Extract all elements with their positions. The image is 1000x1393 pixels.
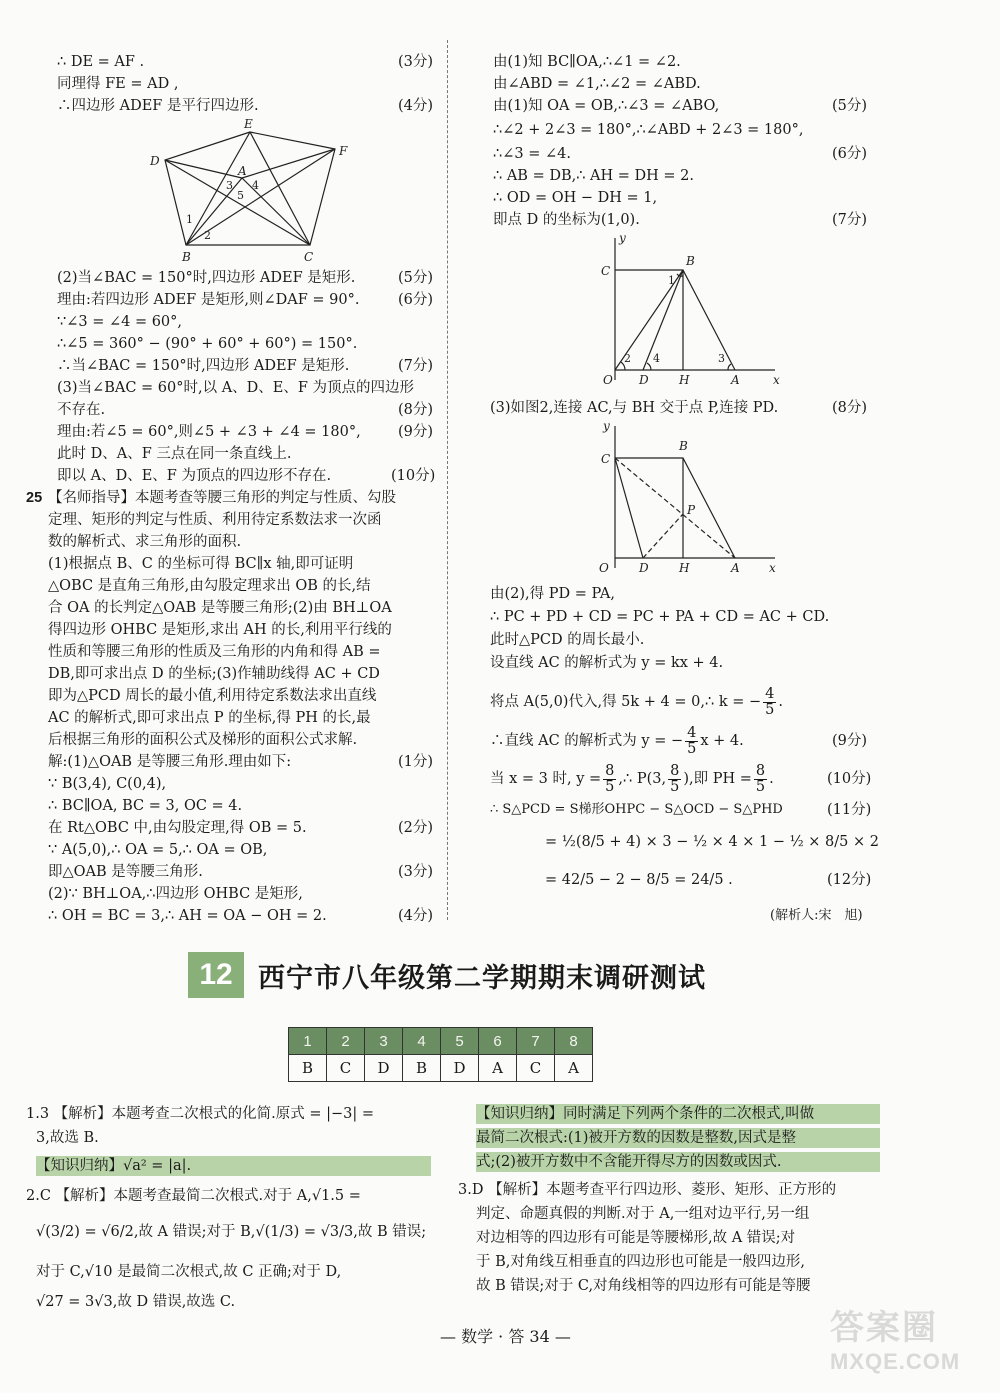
score-mark: (3分): [398, 54, 434, 70]
text-line: 不存在.: [57, 402, 106, 418]
label: C: [601, 264, 611, 278]
label: 2: [204, 229, 211, 242]
text-line: 即△OAB 是等腰三角形.: [48, 864, 203, 880]
label: A: [238, 164, 247, 178]
text-line: 即点 D 的坐标为(1,0).: [493, 212, 640, 228]
answer-table: [288, 1027, 593, 1082]
knowledge-summary: 【知识归纳】√a² = |a|.: [36, 1156, 431, 1176]
text-line: 此时 D、A、F 三点在同一条直线上.: [57, 446, 292, 462]
text-line: ∵ B(3,4), C(0,4),: [48, 776, 167, 792]
label: 4: [252, 179, 259, 192]
text-line: 性质和等腰三角形的性质及三角形的内角和得 AB =: [48, 644, 381, 660]
watermark-top: 答案圈: [830, 1309, 938, 1347]
label: B: [686, 254, 695, 268]
label: H: [679, 561, 690, 575]
label: A: [731, 561, 740, 575]
question-number-cell: 7: [517, 1028, 555, 1055]
text-line: (2)当∠BAC = 150°时,四边形 ADEF 是矩形.: [57, 270, 356, 286]
question-number-cell: 5: [441, 1028, 479, 1055]
question-number-cell: 2: [327, 1028, 365, 1055]
label: 3: [226, 179, 233, 192]
equation-line: [490, 723, 744, 759]
text-line: 故 B 错误;对于 C,对角线相等的四边形有可能是等腰: [476, 1278, 811, 1294]
text-line: 3,故选 B.: [36, 1130, 99, 1146]
label: 1: [668, 274, 675, 287]
coordinate-figure-1: [595, 230, 790, 390]
text-line: ∴ BC∥OA, BC = 3, OC = 4.: [48, 798, 243, 814]
text-line: 定理、矩形的判定与性质、利用待定系数法求一次函: [48, 512, 382, 528]
label: y: [603, 419, 610, 433]
equation-line: [490, 761, 774, 797]
text-line: 理由:若四边形 ADEF 是矩形,则∠DAF = 90°.: [57, 292, 360, 308]
score-mark: (4分): [398, 908, 434, 924]
knowledge-summary: 最简二次根式:(1)被开方数的因数是整数,因式是整: [476, 1128, 880, 1148]
label: 4: [653, 352, 660, 365]
label: O: [599, 561, 609, 575]
equation-line: 将点 A(5,0)代入,得 5k + 4 = 0,∴ k = − $\frac{4}{5}$ .: [490, 685, 783, 718]
denominator: 5: [755, 778, 766, 795]
score-mark: (10分): [827, 771, 872, 787]
answer-cell: C: [327, 1055, 365, 1082]
fraction: [603, 764, 616, 795]
text-line: 数的解析式、求三角形的面积.: [48, 534, 242, 550]
question-number-cell: 4: [403, 1028, 441, 1055]
analyst-credit: (解析人:宋 旭): [770, 908, 863, 923]
equation-text: ,∴ P(3,: [618, 771, 667, 787]
text-line: 对边相等的四边形有可能是等腰梯形,故 A 错误;对: [476, 1230, 796, 1246]
question-number: 25: [26, 490, 43, 506]
answer-cell: B: [289, 1055, 327, 1082]
text-line: 对于 C,√10 是最简二次根式,故 C 正确;对于 D,: [36, 1264, 342, 1280]
table-row: [289, 1055, 593, 1082]
score-mark: (9分): [832, 733, 868, 749]
text-line: 由(2),得 PD = PA,: [490, 586, 616, 602]
fraction: [754, 764, 767, 795]
answer-cell: C: [517, 1055, 555, 1082]
section-number: 12: [188, 952, 244, 998]
label: A: [731, 373, 740, 387]
label: 5: [237, 189, 244, 202]
text-line: AC 的解析式,即可求出点 P 的坐标,得 PH 的长,最: [48, 710, 371, 726]
numerator: 8: [755, 762, 766, 779]
text-line: 【名师指导】本题考查等腰三角形的判定与性质、勾股: [48, 490, 396, 506]
label: y: [619, 231, 626, 245]
label: O: [603, 373, 613, 387]
answer-cell: A: [555, 1055, 593, 1082]
answer-cell: B: [403, 1055, 441, 1082]
label: C: [601, 452, 611, 466]
label: B: [679, 439, 688, 453]
label: C: [304, 250, 314, 264]
label: D: [150, 154, 160, 168]
score-mark: (8分): [398, 402, 434, 418]
coordinate-figure-2: [595, 418, 790, 578]
text-line: 判定、命题真假的判断.对于 A,一组对边平行,另一组: [476, 1206, 810, 1222]
question-number-cell: 8: [555, 1028, 593, 1055]
answer-cell: A: [479, 1055, 517, 1082]
text-line: 在 Rt△OBC 中,由勾股定理,得 OB = 5.: [48, 820, 307, 836]
equation-text: 将点 A(5,0)代入,得 5k + 4 = 0,∴ k = −: [490, 694, 762, 710]
score-mark: (5分): [398, 270, 434, 286]
score-mark: (9分): [398, 424, 434, 440]
text-line: 3.D 【解析】本题考查平行四边形、菱形、矩形、正方形的: [458, 1182, 837, 1198]
score-mark: (5分): [832, 98, 868, 114]
text-line: (3)当∠BAC = 60°时,以 A、D、E、F 为顶点的四边形: [57, 380, 415, 396]
text-line: 合 OA 的长判定△OAB 是等腰三角形;(2)由 BH⊥OA: [48, 600, 392, 616]
section-title: 西宁市八年级第二学期期末调研测试: [258, 963, 706, 994]
score-mark: (7分): [832, 212, 868, 228]
text-line: ∵ A(5,0),∴ OA = 5,∴ OA = OB,: [48, 842, 268, 858]
text-line: (1)根据点 B、C 的坐标可得 BC∥x 轴,即可证明: [48, 556, 354, 572]
score-mark: (12分): [827, 872, 872, 888]
text-line: ∵∠3 = ∠4 = 60°,: [57, 314, 183, 330]
fraction: [763, 687, 776, 718]
label: x: [769, 561, 776, 575]
denominator: 5: [670, 778, 680, 795]
answer-cell: D: [365, 1055, 403, 1082]
knowledge-summary: 式;(2)被开方数中不含能开得尽方的因数或因式.: [476, 1152, 880, 1172]
score-mark: (1分): [398, 754, 434, 770]
text-line: 后根据三角形的面积公式及梯形的面积公式求解.: [48, 732, 358, 748]
fraction: [685, 726, 698, 757]
label: B: [182, 250, 191, 264]
text-line: ∴ DE = AF .: [57, 54, 145, 70]
section-banner: [188, 952, 788, 1000]
equation-text: ),即 PH =: [683, 771, 752, 787]
score-mark: (3分): [398, 864, 434, 880]
label: F: [339, 144, 348, 158]
text-line: ∴ S△PCD = S梯形OHPC − S△OCD − S△PHD: [490, 802, 783, 817]
text-line: ∴∠5 = 360° − (90° + 60° + 60°) = 150°.: [57, 336, 358, 352]
text-line: ∴四边形 ADEF 是平行四边形.: [57, 98, 259, 114]
label: x: [773, 373, 780, 387]
text-line: 于 B,对角线互相垂直的四边形也可能是一般四边形,: [476, 1254, 805, 1270]
numerator: 8: [670, 762, 680, 779]
text-line: (2)∵ BH⊥OA,∴四边形 OHBC 是矩形,: [48, 886, 303, 902]
text-line: 由(1)知 BC∥OA,∴∠1 = ∠2.: [493, 54, 681, 70]
column-divider: [447, 40, 449, 920]
label: D: [639, 373, 649, 387]
text-line: ∴当∠BAC = 150°时,四边形 ADEF 是矩形.: [57, 358, 350, 374]
question-number-cell: 1: [289, 1028, 327, 1055]
page-footer: — 数学 · 答 34 —: [440, 1327, 571, 1346]
text-line: 理由:若∠5 = 60°,则∠5 + ∠3 + ∠4 = 180°,: [57, 424, 361, 440]
numerator: 4: [765, 685, 775, 702]
text-line: = 42/5 − 2 − 8/5 = 24/5 .: [545, 872, 733, 888]
text-line: ∴ OD = OH − DH = 1,: [493, 190, 658, 206]
question-number-cell: 3: [365, 1028, 403, 1055]
score-mark: (6分): [832, 146, 868, 162]
numerator: 8: [605, 762, 615, 779]
score-mark: (7分): [398, 358, 434, 374]
question-number-cell: 6: [479, 1028, 517, 1055]
score-mark: (10分): [391, 468, 436, 484]
text-line: 解:(1)△OAB 是等腰三角形.理由如下:: [48, 754, 292, 770]
text-line: 同理得 FE = AD ,: [57, 76, 179, 92]
text-line: △OBC 是直角三角形,由勾股定理求出 OB 的长,结: [48, 578, 371, 594]
knowledge-summary: 【知识归纳】同时满足下列两个条件的二次根式,叫做: [476, 1104, 880, 1124]
fraction: [668, 764, 681, 795]
answer-cell: D: [441, 1055, 479, 1082]
text-line: 即以 A、D、E、F 为顶点的四边形不存在.: [57, 468, 332, 484]
text-line: ∴ PC + PD + CD = PC + PA + CD = AC + CD.: [490, 609, 830, 625]
text-line: 2.C 【解析】本题考查最简二次根式.对于 A,√1.5 =: [26, 1188, 361, 1204]
denominator: 5: [765, 701, 775, 718]
text-line: 此时△PCD 的周长最小.: [490, 632, 645, 648]
text-line: ∴∠3 = ∠4.: [493, 146, 571, 162]
text-line: 得四边形 OHBC 是矩形,求出 AH 的长,利用平行线的: [48, 622, 392, 638]
label: H: [679, 373, 690, 387]
text-line: ∴ OH = BC = 3,∴ AH = OA − OH = 2.: [48, 908, 327, 924]
text-line: √(3/2) = √6/2,故 A 错误;对于 B,√(1/3) = √3/3,故 B 错误;: [36, 1224, 427, 1240]
denominator: 5: [605, 778, 615, 795]
text-line: 1.3 【解析】本题考查二次根式的化简.原式 = |−3| =: [26, 1106, 375, 1122]
numerator: 4: [687, 724, 697, 741]
text-line: = ½(8/5 + 4) × 3 − ½ × 4 × 1 − ½ × 8/5 × 2: [545, 834, 879, 850]
denominator: 5: [687, 740, 697, 757]
score-mark: (6分): [398, 292, 434, 308]
pentagon-figure: [140, 115, 360, 265]
watermark-bottom: MXQE.COM: [830, 1349, 961, 1374]
equation-text: x + 4.: [700, 733, 744, 749]
label: E: [244, 117, 253, 131]
site-watermark: [830, 1300, 980, 1385]
text-line: ∴∠2 + 2∠3 = 180°,∴∠ABD + 2∠3 = 180°,: [493, 122, 804, 138]
text-line: 设直线 AC 的解析式为 y = kx + 4.: [490, 655, 724, 671]
text-line: (3)如图2,连接 AC,与 BH 交于点 P,连接 PD.: [490, 400, 779, 416]
equation-text: ∴直线 AC 的解析式为 y = −: [490, 733, 684, 749]
text-line: 由∠ABD = ∠1,∴∠2 = ∠ABD.: [493, 76, 701, 92]
equation-text: .: [769, 771, 774, 787]
text-line: 由(1)知 OA = OB,∴∠3 = ∠ABO,: [493, 98, 720, 114]
text-line: √27 = 3√3,故 D 错误,故选 C.: [36, 1294, 236, 1310]
text-line: 即为△PCD 周长的最小值,利用待定系数法求出直线: [48, 688, 377, 704]
label: 2: [624, 352, 631, 365]
score-mark: (2分): [398, 820, 434, 836]
text-line: ∴ AB = DB,∴ AH = DH = 2.: [493, 168, 695, 184]
score-mark: (11分): [827, 802, 872, 818]
equation-text: 当 x = 3 时, y =: [490, 771, 602, 787]
score-mark: (8分): [832, 400, 868, 416]
table-header-row: [289, 1028, 593, 1055]
label: P: [687, 503, 696, 517]
score-mark: (4分): [398, 98, 434, 114]
label: 3: [718, 352, 725, 365]
label: D: [639, 561, 649, 575]
label: 1: [186, 213, 193, 226]
text-line: DB,即可求出点 D 的坐标;(3)作辅助线得 AC + CD: [48, 666, 380, 682]
